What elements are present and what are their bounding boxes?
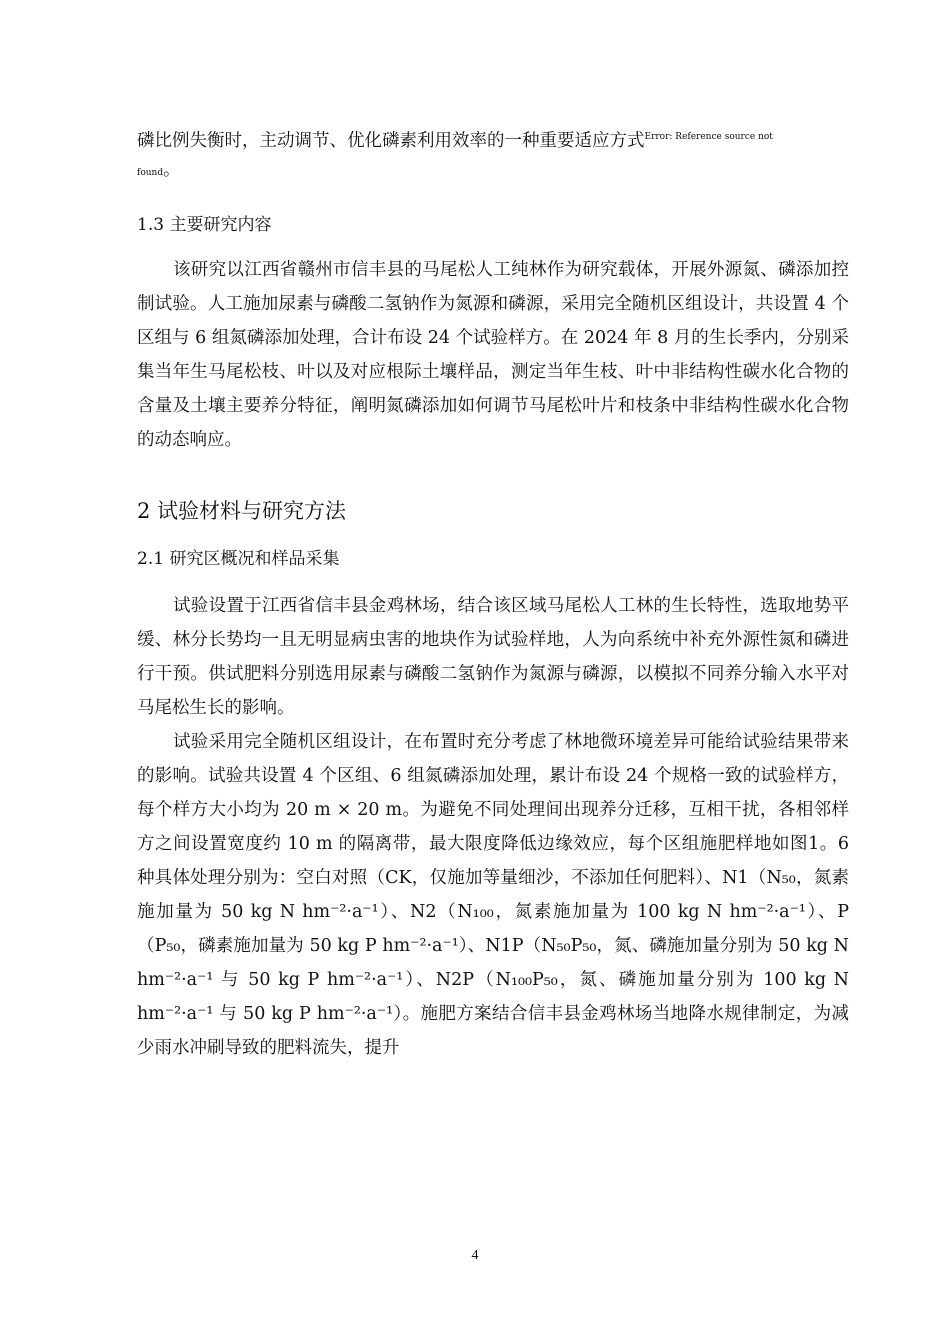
page-number: 4: [471, 1248, 479, 1263]
section-2-1-paragraph-1: 试验设置于江西省信丰县金鸡林场，结合该区域马尾松人工林的生长特性，选取地势平缓、林分长势均一且无明显病虫害的地块作为试验样地，人为向系统中补充外源性氮和磷进行干预。供试肥料分别选用尿素与磷酸二氢钠作为氮源与磷源，以模拟不同养分输入水平对马尾松生长的影响。: [137, 596, 849, 718]
page-content: [137, 124, 849, 1065]
chapter-heading-2: 2 试验材料与研究方法: [137, 499, 347, 523]
continued-paragraph: [137, 124, 849, 158]
continued-paragraph-text: 磷比例失衡时，主动调节、优化磷素利用效率的一种重要适应方式: [137, 131, 645, 151]
section-1-3-paragraph: 该研究以江西省赣州市信丰县的马尾松人工纯林作为研究载体，开展外源氮、磷添加控制试验。人工施加尿素与磷酸二氢钠作为氮源和磷源，采用完全随机区组设计，共设置 4 个区组与 6 组氮磷添加处理，合计布设 24 个试验样方。在 2024 年 8 月的生长季内，分别采集当年生马尾松枝、叶以及对应根际土壤样品，测定当年生枝、叶中非结构性碳水化合物的含量及土壤主要养分特征，阐明氮磷添加如何调节马尾松叶片和枝条中非结构性碳水化合物的动态响应。: [137, 260, 849, 450]
section-heading-1-3: 1.3 主要研究内容: [137, 215, 272, 235]
reference-error-continuation: found。: [137, 160, 181, 180]
section-heading-2-1: 2.1 研究区概况和样品采集: [137, 549, 340, 569]
section-2-1-paragraph-2: 试验采用完全随机区组设计，在布置时充分考虑了林地微环境差异可能给试验结果带来的影响。试验共设置 4 个区组、6 组氮磷添加处理，累计布设 24 个规格一致的试验样方，每个样方大小均为 20 m × 20 m。为避免不同处理间出现养分迁移，互相干扰，各相邻样方之间设置宽度约 10 m 的隔离带，最大限度降低边缘效应，每个区组施肥样地如图1。6 种具体处理分别为：空白对照（CK，仅施加等量细沙，不添加任何肥料）、N1（N₅₀，氮素施加量为 50 kg N hm⁻²·a⁻¹）、N2（N₁₀₀，氮素施加量为 100 kg N hm⁻²·a⁻¹）、P（P₅₀，磷素施加量为 50 kg P hm⁻²·a⁻¹）、N1P（N₅₀P₅₀，氮、磷施加量分别为 50 kg N hm⁻²·a⁻¹ 与 50 kg P hm⁻²·a⁻¹）、N2P（N₁₀₀P₅₀，氮、磷施加量分别为 100 kg N hm⁻²·a⁻¹ 与 50 kg P hm⁻²·a⁻¹）。施肥方案结合信丰县金鸡林场当地降水规律制定，为减少雨水冲刷导致的肥料流失，提升: [137, 732, 849, 1058]
reference-error-text: Error: Reference source not: [644, 132, 773, 142]
